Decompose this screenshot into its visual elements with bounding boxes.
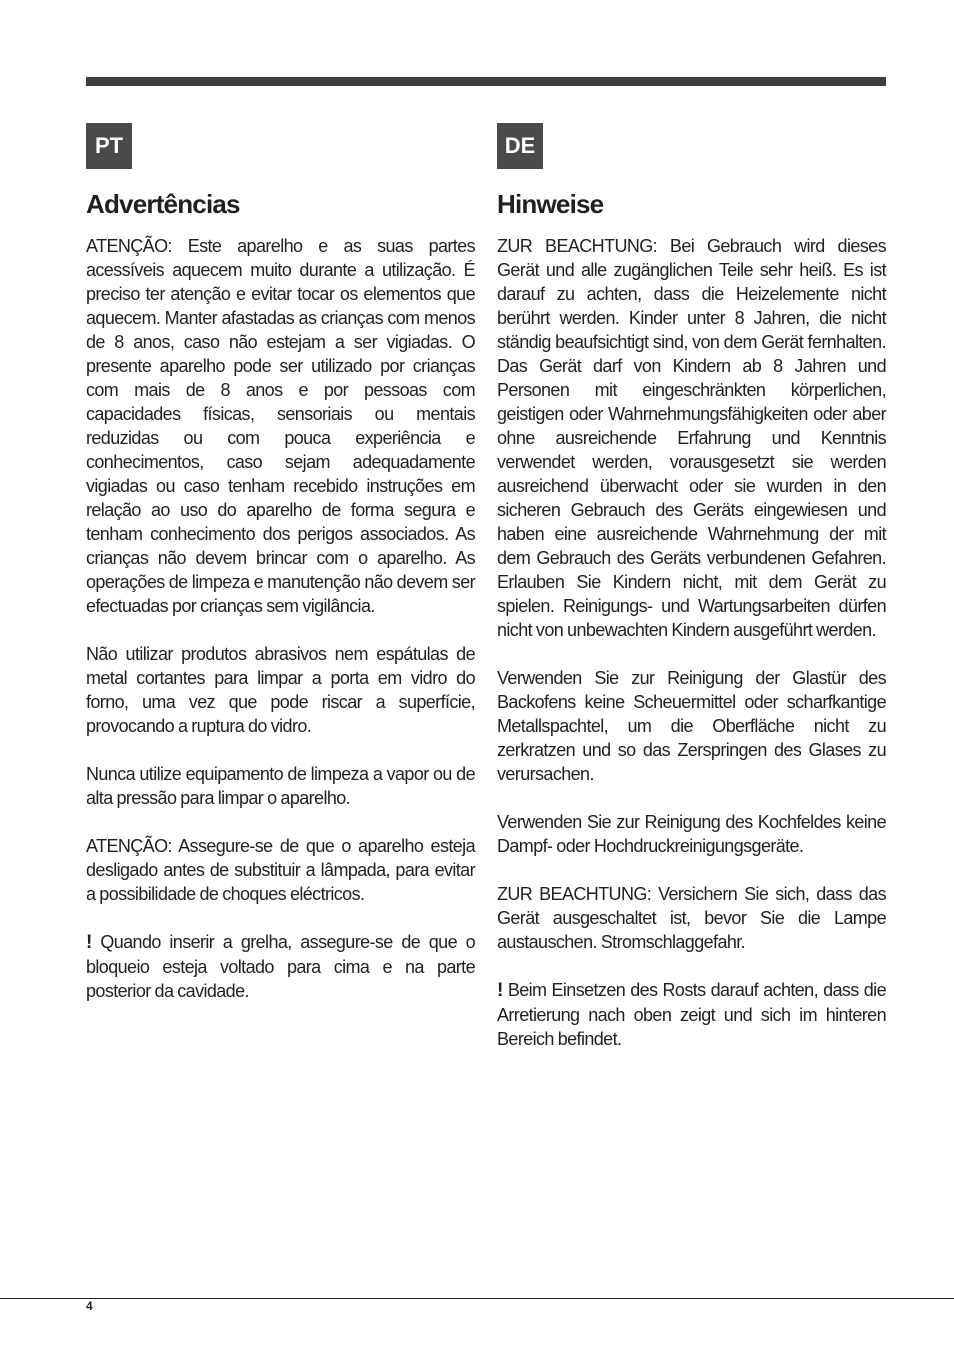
portuguese-section (86, 123, 475, 1003)
hinweis-paragraph-1: ZUR BEACHTUNG: Bei Gebrauch wird dieses Gerät und alle zugänglichen Teile sehr heiß. Es ist darauf zu achten, dass die Heizelemente nicht berührt werden. Kinder unter 8 Jahren, die nicht ständig beaufsichtigt sind, von dem Gerät fernhalten. Das Gerät darf von Kindern ab 8 Jahren und Personen mit eingeschränkten körperlichen, geistigen oder Wahrnehmungsfähigkeiten oder aber ohne ausreichende Erfahrung und Kenntnis verwendet werden, vorausgesetzt sie werden ausreichend überwacht oder sie wurden in den sicheren Gebrauch des Geräts eingewiesen und haben eine ausreichende Wahrnehmung der mit dem Gebrauch des Geräts verbundenen Gefahren. Erlauben Sie Kindern nicht, mit dem Gerät zu spielen. Reinigungs- und Wartungsarbeiten dürfen nicht von unbewachten Kindern ausgeführt werden. (497, 236, 886, 640)
warning-paragraph-2: Não utilizar produtos abrasivos nem espátulas de metal cortantes para limpar a porta em vidro do forno, uma vez que pode riscar a superfície, provocando a ruptura do vidro. (86, 644, 475, 736)
german-section (497, 123, 886, 1051)
hinweis-paragraph-5 (497, 978, 886, 1051)
section-title-pt: Advertências (86, 189, 240, 219)
page-number: 4 (86, 1299, 93, 1313)
top-divider (86, 77, 886, 86)
warning-paragraph-5-text: Quando inserir a grelha, assegure-se de que o bloqueio esteja voltado para cima e na parte posterior da cavidade. (86, 932, 475, 1001)
hinweis-paragraph-2: Verwenden Sie zur Reinigung der Glastür des Backofens keine Scheuermittel oder scharfkantige Metallspachtel, um die Oberfläche nicht zu zerkratzen und so das Zerspringen des Glases zu verursachen. (497, 668, 886, 784)
language-badge-pt: PT (86, 123, 132, 169)
hinweis-paragraph-5-text: Beim Einsetzen des Rosts darauf achten, dass die Arretierung nach oben zeigt und sich im hinteren Bereich befindet. (497, 980, 886, 1049)
warning-paragraph-4: ATENÇÃO: Assegure-se de que o aparelho esteja desligado antes de substituir a lâmpada, para evitar a possibilidade de choques eléctricos. (86, 836, 475, 904)
bottom-divider (0, 1298, 954, 1299)
language-badge-de: DE (497, 123, 543, 169)
section-title-de: Hinweise (497, 189, 604, 219)
hinweis-paragraph-4: ZUR BEACHTUNG: Versichern Sie sich, dass das Gerät ausgeschaltet ist, bevor Sie die Lampe austauschen. Stromschlaggefahr. (497, 884, 886, 952)
warning-paragraph-1: ATENÇÃO: Este aparelho e as suas partes acessíveis aquecem muito durante a utilização. É preciso ter atenção e evitar tocar os elementos que aquecem. Manter afastadas as crianças com menos de 8 anos, caso não estejam a ser vigiadas. O presente aparelho pode ser utilizado por crianças com mais de 8 anos e por pessoas com capacidades físicas, sensoriais ou mentais reduzidas ou com pouca experiência e conhecimentos, caso sejam adequadamente vigiadas ou caso tenham recebido instruções em relação ao uso do aparelho de forma segura e tenham conhecimento dos perigos associados. As crianças não devem brincar com o aparelho. As operações de limpeza e manutenção não devem ser efectuadas por crianças sem vigilância. (86, 236, 475, 616)
warning-paragraph-5 (86, 930, 475, 1003)
exclamation-icon: ! (497, 980, 503, 1001)
warning-paragraph-3: Nunca utilize equipamento de limpeza a vapor ou de alta pressão para limpar o aparelho. (86, 764, 475, 808)
exclamation-icon: ! (86, 932, 92, 953)
hinweis-paragraph-3: Verwenden Sie zur Reinigung des Kochfeldes keine Dampf- oder Hochdruckreinigungsgeräte. (497, 812, 886, 856)
